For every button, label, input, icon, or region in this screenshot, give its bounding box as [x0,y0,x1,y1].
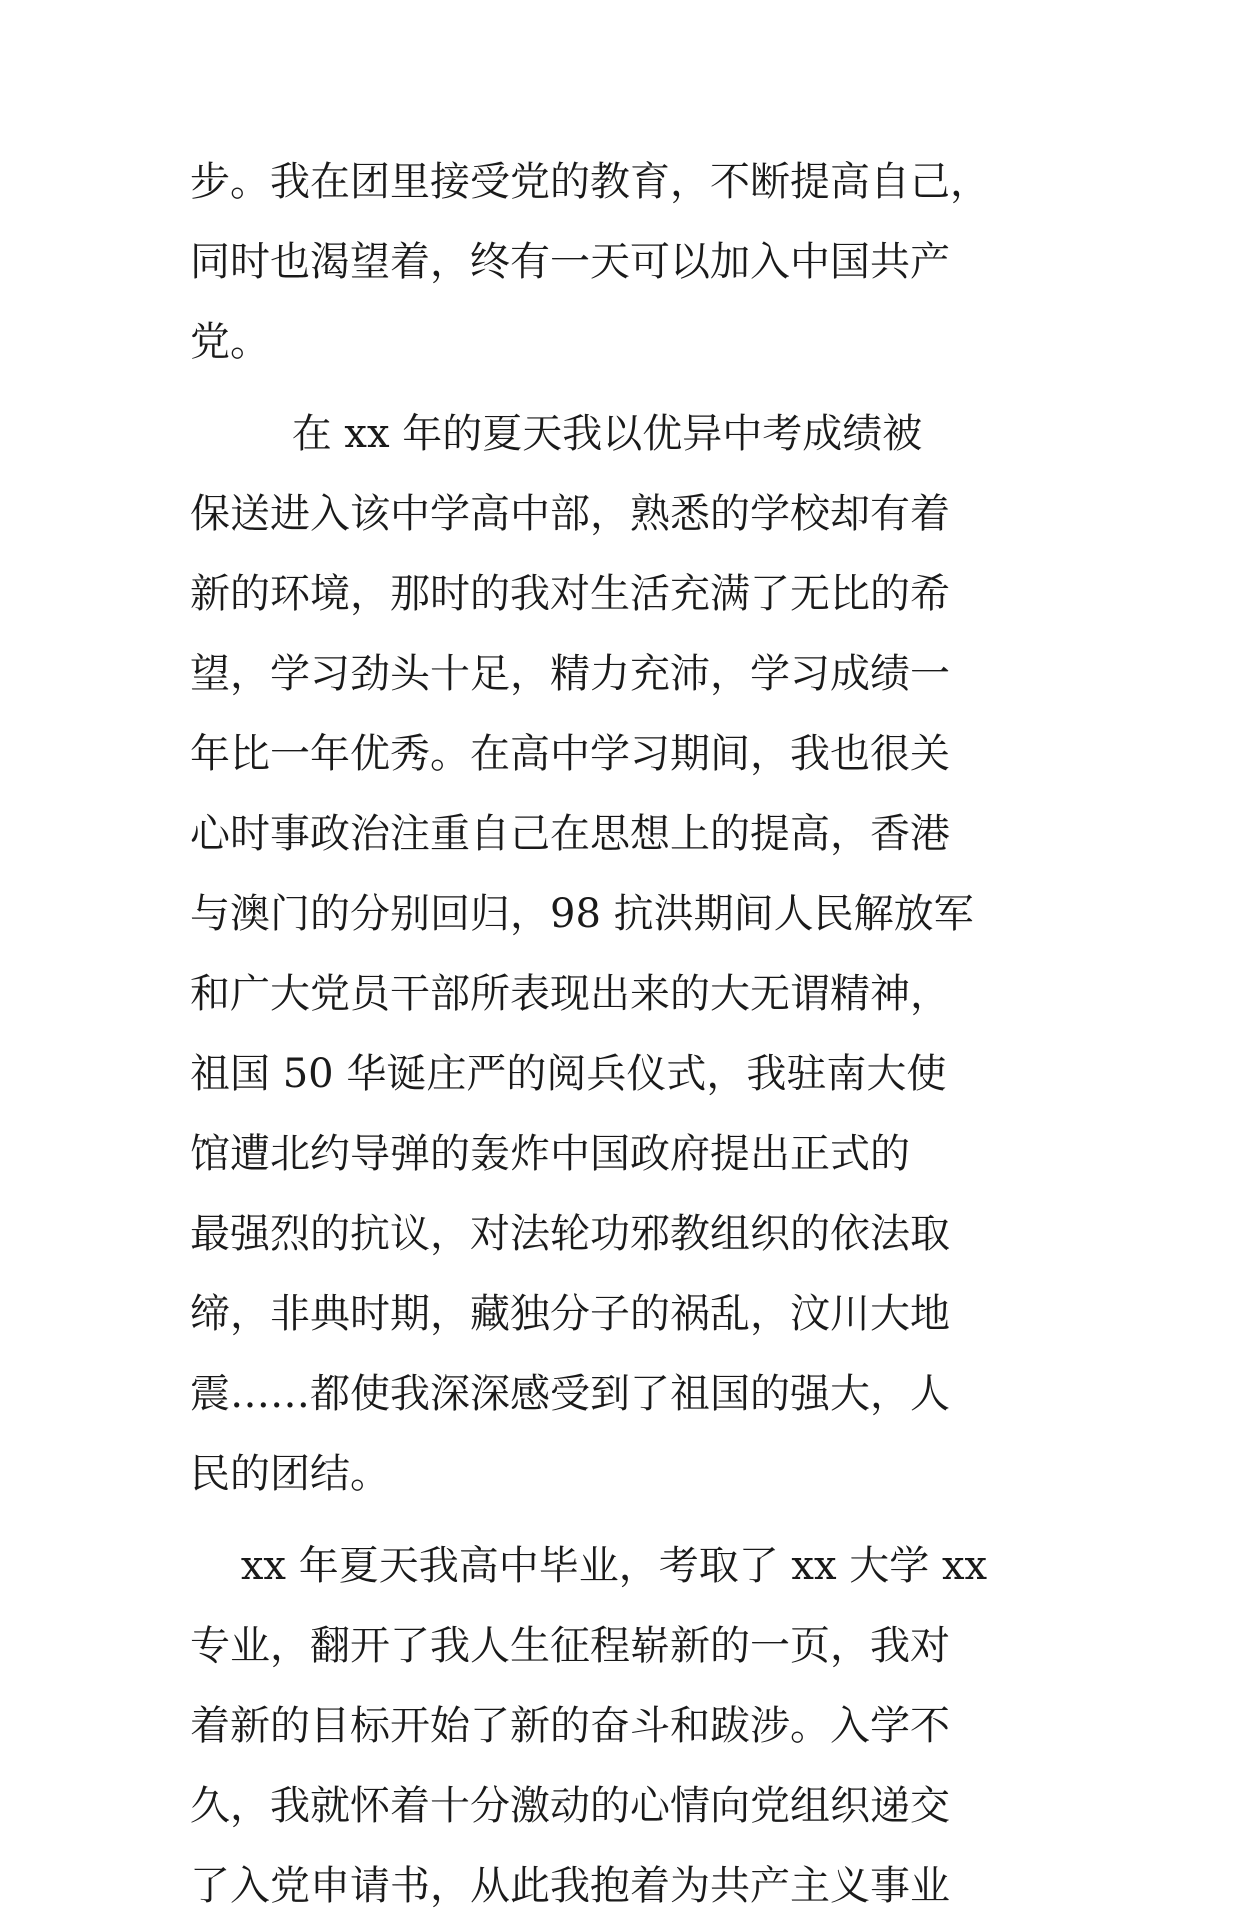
text-line: 心时事政治注重自己在思想上的提高，香港 [190,811,950,857]
text-line: 步。我在团里接受党的教育，不断提高自己， [190,159,990,205]
text-line: 震……都使我深深感受到了祖国的强大，人 [190,1371,950,1417]
text-line: 在 xx 年的夏天我以优异中考成绩被 [190,411,923,457]
text-line: 着新的目标开始了新的奋斗和跋涉。入学不 [190,1703,950,1749]
text-line: xx 年夏天我高中毕业，考取了 xx 大学 xx [190,1543,988,1589]
text-line: 民的团结。 [190,1451,390,1497]
paragraph-3 [190,1526,1070,1926]
text-line: 了入党申请书，从此我抱着为共产主义事业 [190,1863,950,1909]
paragraph-2 [190,394,1070,1514]
document-body [190,142,1070,1926]
text-line: 年比一年优秀。在高中学习期间，我也很关 [190,731,950,777]
text-line: 党。 [190,319,270,365]
text-line: 久，我就怀着十分激动的心情向党组织递交 [190,1783,950,1829]
text-line: 祖国 50 华诞庄严的阅兵仪式，我驻南大使 [190,1051,947,1097]
text-line: 缔，非典时期，藏独分子的祸乱，汶川大地 [190,1291,950,1337]
text-line: 和广大党员干部所表现出来的大无谓精神， [190,971,950,1017]
text-line: 新的环境，那时的我对生活充满了无比的希 [190,571,950,617]
text-line: 最强烈的抗议，对法轮功邪教组织的依法取 [190,1211,950,1257]
text-line: 同时也渴望着，终有一天可以加入中国共产 [190,239,950,285]
text-line: 望，学习劲头十足，精力充沛，学习成绩一 [190,651,950,697]
text-line: 专业，翻开了我人生征程崭新的一页，我对 [190,1623,950,1669]
text-line: 与澳门的分别回归，98 抗洪期间人民解放军 [190,891,974,937]
text-line: 保送进入该中学高中部，熟悉的学校却有着 [190,491,950,537]
paragraph-1 [190,142,1070,382]
paragraph-spacing [190,382,1070,394]
paragraph-spacing [190,1514,1070,1526]
text-line: 馆遭北约导弹的轰炸中国政府提出正式的 [190,1131,910,1177]
